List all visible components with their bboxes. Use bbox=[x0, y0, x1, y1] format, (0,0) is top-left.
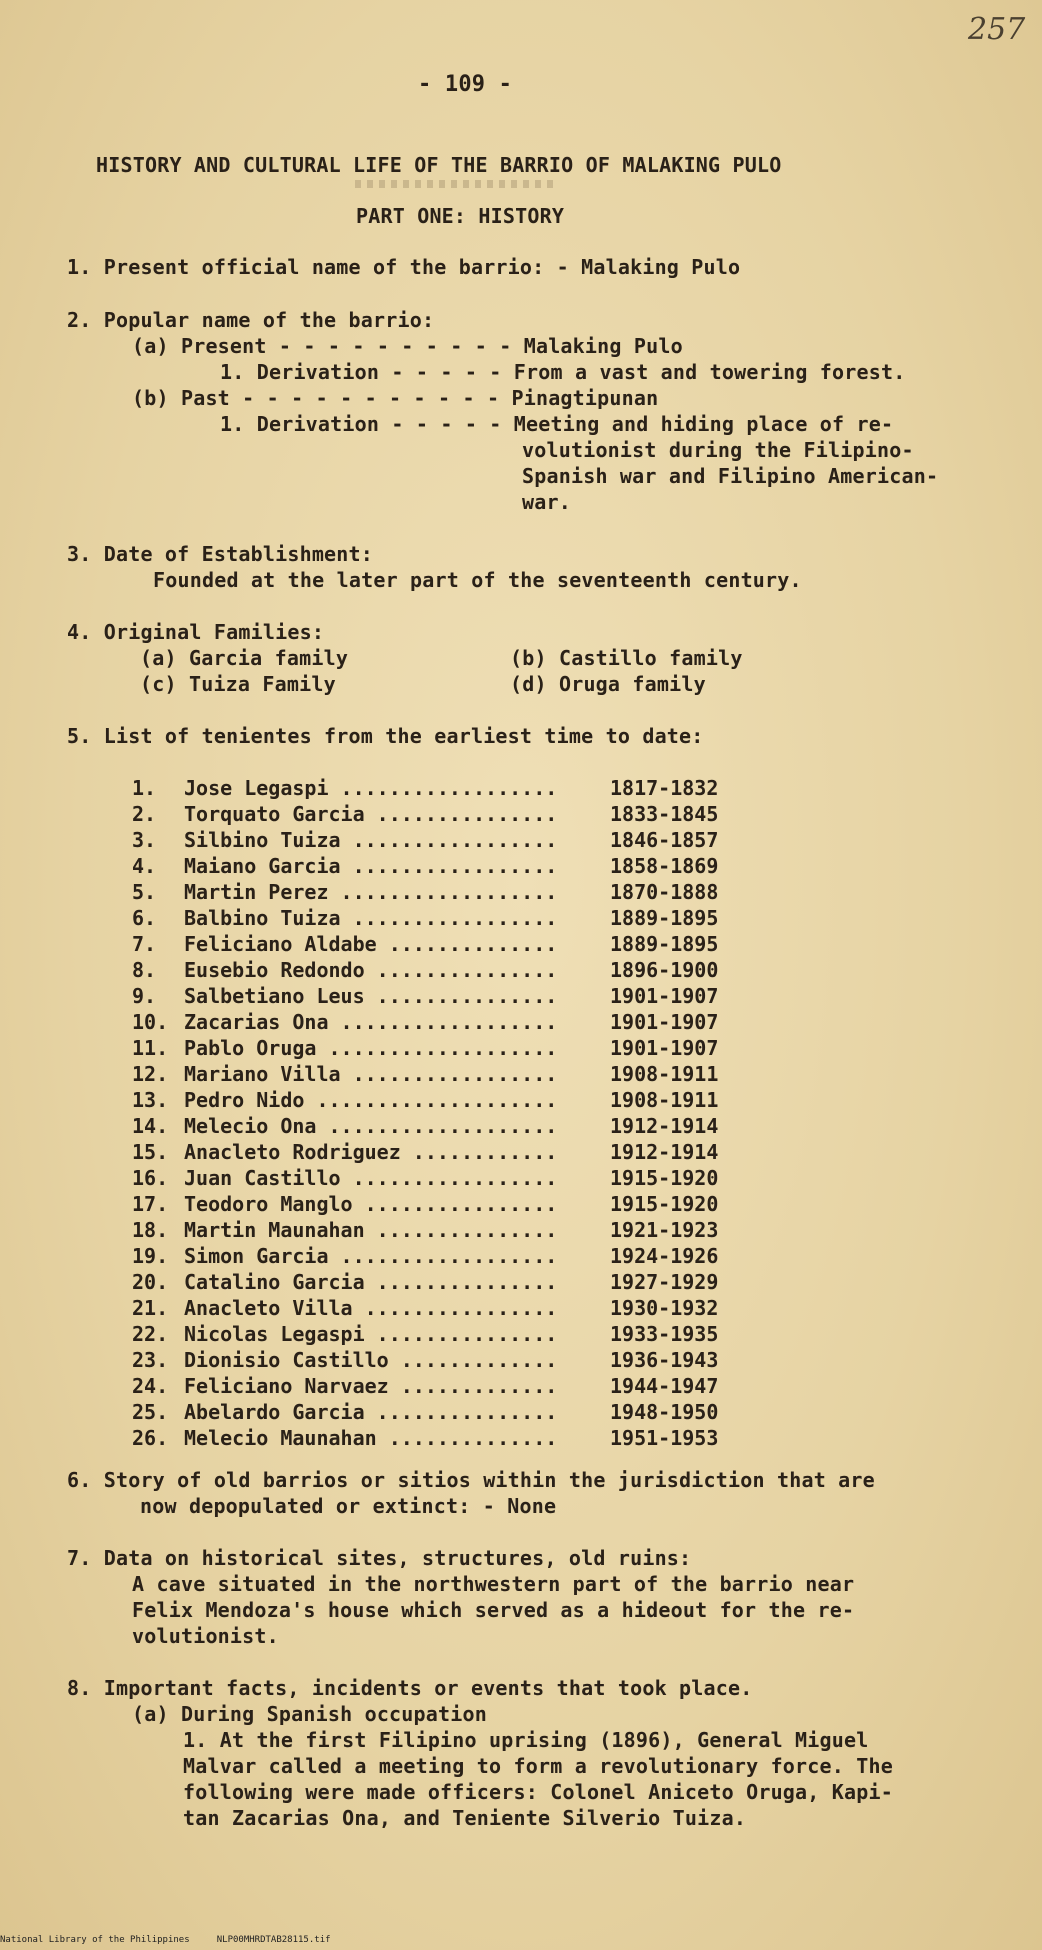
section-7-line1: A cave situated in the northwestern part of the barrio near bbox=[132, 1572, 855, 1596]
list-item: 17. Teodoro Manglo ................ 1915-1920 bbox=[132, 1192, 719, 1216]
section-7-line2: Felix Mendoza's house which served as a hideout for the re- bbox=[132, 1598, 855, 1622]
list-item: 15. Anacleto Rodriguez ............ 1912-1914 bbox=[132, 1140, 719, 1164]
list-item: 1. Jose Legaspi .................. 1817-1832 bbox=[132, 776, 719, 800]
list-item: 7. Feliciano Aldabe .............. 1889-1895 bbox=[132, 932, 719, 956]
list-item: 2. Torquato Garcia ............... 1833-1845 bbox=[132, 802, 719, 826]
page-number: - 109 - bbox=[418, 72, 513, 97]
list-item: 12. Mariano Villa ................. 1908-1911 bbox=[132, 1062, 719, 1086]
section-2b-1-cont2: Spanish war and Filipino American- bbox=[522, 464, 939, 488]
handwritten-page-number: 257 bbox=[968, 12, 1026, 47]
section-2a-1: 1. Derivation - - - - - From a vast and towering forest. bbox=[220, 360, 906, 384]
section-2-heading: 2. Popular name of the barrio: bbox=[67, 308, 435, 332]
document-title: HISTORY AND CULTURAL LIFE OF THE BARRIO OF MALAKING PULO bbox=[96, 153, 782, 177]
list-item: 23. Dionisio Castillo ............. 1936-1943 bbox=[132, 1348, 719, 1372]
list-item: 18. Martin Maunahan ............... 1921-1923 bbox=[132, 1218, 719, 1242]
section-4-heading: 4. Original Families: bbox=[67, 620, 325, 644]
scan-footer: National Library of the Philippines NLP00MHRDTAB28115.tif bbox=[0, 1935, 331, 1945]
list-item: 19. Simon Garcia .................. 1924-1926 bbox=[132, 1244, 719, 1268]
family-d: (d) Oruga family bbox=[510, 672, 706, 696]
part-heading: PART ONE: HISTORY bbox=[356, 204, 565, 228]
section-3-heading: 3. Date of Establishment: bbox=[67, 542, 374, 566]
list-item: 5. Martin Perez .................. 1870-1888 bbox=[132, 880, 719, 904]
list-item: 25. Abelardo Garcia ............... 1948-1950 bbox=[132, 1400, 719, 1424]
list-item: 11. Pablo Oruga ................... 1901-1907 bbox=[132, 1036, 719, 1060]
section-2b-1: 1. Derivation - - - - - Meeting and hiding place of re- bbox=[220, 412, 894, 436]
section-2b-1-cont3: war. bbox=[522, 490, 571, 514]
list-item: 10. Zacarias Ona .................. 1901-1907 bbox=[132, 1010, 719, 1034]
section-8a-line4: tan Zacarias Ona, and Teniente Silverio Tuiza. bbox=[183, 1806, 747, 1830]
list-item: 13. Pedro Nido .................... 1908-1911 bbox=[132, 1088, 719, 1112]
list-item: 21. Anacleto Villa ................ 1930-1932 bbox=[132, 1296, 719, 1320]
section-2a: (a) Present - - - - - - - - - - Malaking Pulo bbox=[132, 334, 683, 358]
section-8a-line2: Malvar called a meeting to form a revolutionary force. The bbox=[183, 1754, 893, 1778]
list-item: 4. Maiano Garcia ................. 1858-1869 bbox=[132, 854, 719, 878]
section-2b: (b) Past - - - - - - - - - - - Pinagtipunan bbox=[132, 386, 659, 410]
section-8a: (a) During Spanish occupation bbox=[132, 1702, 487, 1726]
list-item: 6. Balbino Tuiza ................. 1889-1895 bbox=[132, 906, 719, 930]
section-8a-line3: following were made officers: Colonel Aniceto Oruga, Kapi- bbox=[183, 1780, 893, 1804]
section-2b-1-cont1: volutionist during the Filipino- bbox=[522, 438, 914, 462]
section-7-heading: 7. Data on historical sites, structures, old ruins: bbox=[67, 1546, 692, 1570]
list-item: 16. Juan Castillo ................. 1915-1920 bbox=[132, 1166, 719, 1190]
list-item: 26. Melecio Maunahan .............. 1951-1953 bbox=[132, 1426, 719, 1450]
section-8-heading: 8. Important facts, incidents or events that took place. bbox=[67, 1676, 753, 1700]
section-5-heading: 5. List of tenientes from the earliest time to date: bbox=[67, 724, 704, 748]
list-item: 9. Salbetiano Leus ............... 1901-1907 bbox=[132, 984, 719, 1008]
section-1: 1. Present official name of the barrio: - Malaking Pulo bbox=[67, 255, 741, 279]
smudge-mark bbox=[355, 180, 555, 188]
section-3-text: Founded at the later part of the seventeenth century. bbox=[153, 568, 802, 592]
family-a: (a) Garcia family bbox=[140, 646, 349, 670]
list-item: 14. Melecio Ona ................... 1912-1914 bbox=[132, 1114, 719, 1138]
section-7-line3: volutionist. bbox=[132, 1624, 279, 1648]
list-item: 22. Nicolas Legaspi ............... 1933-1935 bbox=[132, 1322, 719, 1346]
section-6-line2: now depopulated or extinct: - None bbox=[140, 1494, 557, 1518]
family-c: (c) Tuiza Family bbox=[140, 672, 336, 696]
section-8a-line1: 1. At the first Filipino uprising (1896), General Miguel bbox=[183, 1728, 869, 1752]
list-item: 3. Silbino Tuiza ................. 1846-1857 bbox=[132, 828, 719, 852]
list-item: 20. Catalino Garcia ............... 1927-1929 bbox=[132, 1270, 719, 1294]
list-item: 8. Eusebio Redondo ............... 1896-1900 bbox=[132, 958, 719, 982]
family-b: (b) Castillo family bbox=[510, 646, 743, 670]
list-item: 24. Feliciano Narvaez ............. 1944-1947 bbox=[132, 1374, 719, 1398]
section-6-line1: 6. Story of old barrios or sitios within the jurisdiction that are bbox=[67, 1468, 875, 1492]
